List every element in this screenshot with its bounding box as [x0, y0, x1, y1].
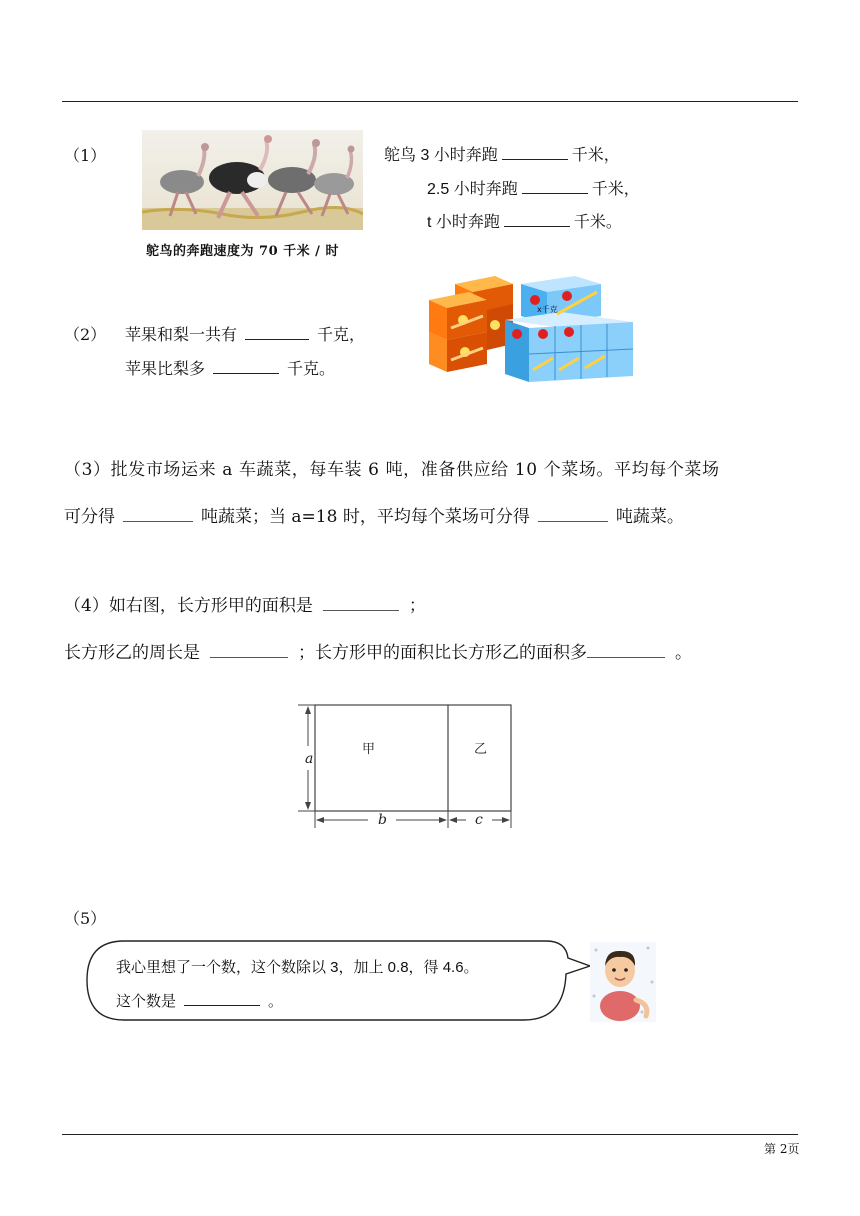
q1-blank-3[interactable] — [504, 212, 570, 227]
box-label: x千克 — [537, 305, 558, 314]
q1-line-1-unit: 千米， — [571, 147, 620, 164]
page-number: 第 2页 — [764, 1142, 800, 1156]
fruit-boxes-image — [425, 270, 637, 385]
q2-number: （2） — [64, 325, 107, 344]
c-arrowhead-right — [502, 817, 510, 823]
footer-rule — [62, 1134, 798, 1135]
q4-line-2-text-a: 长方形乙的周长是 — [64, 643, 200, 663]
q3-line-2-text-a: 可分得 — [64, 507, 115, 527]
q1-line-2-unit: 千米， — [591, 181, 640, 198]
q5-line-2 — [116, 991, 283, 1012]
q4-line-2 — [64, 643, 692, 663]
q5-number: （5） — [64, 909, 107, 928]
pear-boxes — [429, 276, 513, 372]
q2-line-1 — [125, 325, 365, 345]
q4-blank-3[interactable] — [587, 643, 665, 658]
boy-image — [590, 942, 656, 1022]
q2-line-2 — [125, 359, 335, 379]
q2-blank-1[interactable] — [245, 325, 309, 340]
c-arrowhead-left — [449, 817, 457, 823]
q5-line-2-text: 这个数是 — [116, 993, 177, 1010]
q3-blank-1[interactable] — [123, 507, 193, 522]
q1-line-3-unit: 千米。 — [573, 214, 622, 231]
q4-line-1-end: ； — [408, 596, 426, 616]
a-arrowhead-down — [305, 802, 311, 810]
q1-line-3 — [427, 212, 622, 233]
label-yi: 乙 — [474, 742, 488, 757]
q3-line-2-text-c: 吨蔬菜。 — [615, 507, 684, 527]
label-c: c — [475, 812, 483, 828]
q2-blank-2[interactable] — [213, 359, 279, 374]
q2-line-2-text: 苹果比梨多 — [125, 359, 206, 378]
q1-line-2-text: 2.5 小时奔跑 — [427, 181, 518, 198]
q3-line-2 — [64, 507, 684, 527]
q1-blank-2[interactable] — [522, 179, 588, 194]
q4-line-1-text: （4）如右图，长方形甲的面积是 — [64, 596, 313, 616]
q1-line-1-text: 鸵鸟 3 小时奔跑 — [384, 147, 498, 164]
label-a: a — [305, 751, 314, 767]
q5-blank[interactable] — [184, 991, 260, 1006]
q2-line-2-unit: 千克。 — [287, 359, 336, 378]
q1-line-3-text: t 小时奔跑 — [427, 214, 500, 231]
outer-rectangle — [315, 705, 511, 811]
q1-line-1 — [384, 145, 620, 166]
label-jia: 甲 — [362, 742, 376, 757]
q4-line-1 — [64, 596, 426, 616]
q3-line-2-text-b: 吨蔬菜；当 a=18 时，平均每个菜场可分得 — [201, 507, 530, 527]
rectangle-diagram — [296, 700, 518, 830]
q1-line-2 — [427, 179, 640, 200]
q4-blank-2[interactable] — [210, 643, 288, 658]
header-rule — [62, 101, 798, 102]
label-b: b — [378, 812, 387, 828]
q1-number: （1） — [64, 146, 107, 165]
boy-shirt — [600, 991, 640, 1021]
q2-line-1-text: 苹果和梨一共有 — [125, 325, 238, 344]
q3-line-1: （3）批发市场运来 a 车蔬菜，每车装 6 吨，准备供应给 10 个菜场。平均每个菜场 — [64, 460, 720, 480]
apple-boxes — [505, 276, 633, 382]
b-arrowhead-right — [439, 817, 447, 823]
b-arrowhead-left — [316, 817, 324, 823]
q4-line-2-text-b: ；长方形甲的面积比长方形乙的面积多 — [298, 643, 587, 663]
q2-line-1-unit: 千克， — [317, 325, 366, 344]
q5-line-1: 我心里想了一个数，这个数除以 3，加上 0.8，得 4.6。 — [116, 959, 479, 976]
q1-blank-1[interactable] — [502, 145, 568, 160]
ostrich-caption: 鸵鸟的奔跑速度为 70 千米 / 时 — [146, 244, 339, 259]
q4-blank-1[interactable] — [323, 596, 399, 611]
q3-blank-2[interactable] — [538, 507, 608, 522]
q4-line-2-end: 。 — [675, 643, 692, 663]
q5-line-2-end: 。 — [268, 993, 284, 1010]
ostrich-image — [142, 130, 363, 230]
a-arrowhead-up — [305, 706, 311, 714]
